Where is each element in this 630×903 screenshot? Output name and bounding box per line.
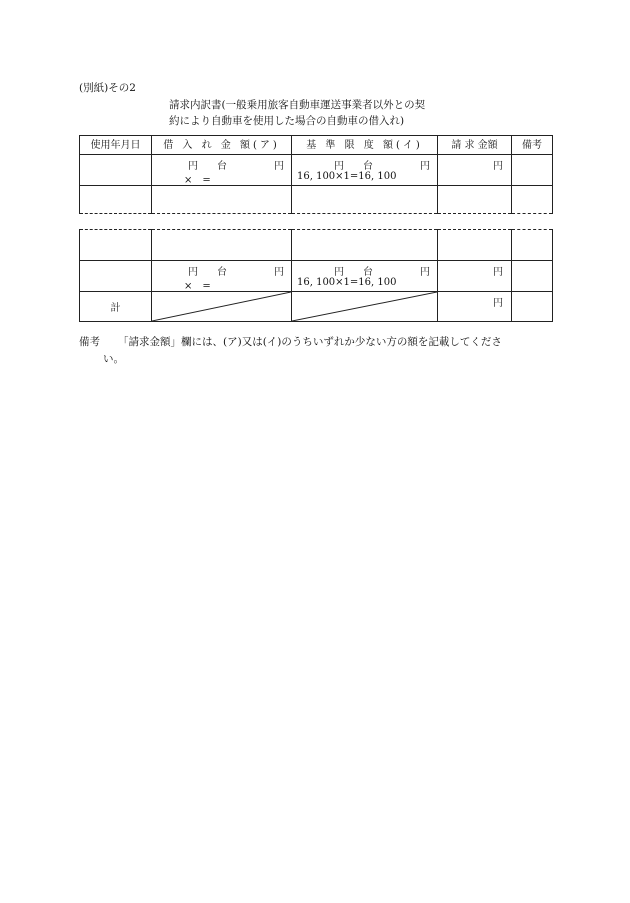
annex-label: (別紙)その2 [79, 82, 136, 94]
total-label: 計 [80, 292, 152, 322]
standard-formula: 16, 100×1=16, 100 [297, 171, 397, 182]
yen-unit: 円 [420, 267, 430, 278]
vehicle-unit: 台 [217, 267, 227, 278]
total-remarks-cell[interactable] [512, 292, 553, 322]
rental-amount-cell[interactable] [152, 186, 292, 214]
usage-date-cell[interactable] [80, 230, 152, 261]
standard-limit-cell [292, 155, 438, 186]
header-remarks: 備考 [512, 136, 553, 155]
remarks-cell[interactable] [512, 230, 553, 261]
usage-date-cell[interactable] [80, 261, 152, 292]
vehicle-unit: 台 [217, 161, 227, 172]
total-claim-amount-cell[interactable] [438, 292, 512, 322]
breakdown-table-bottom [79, 229, 553, 322]
note-text-continued: い。 [103, 353, 124, 365]
total-rental-amount-cell [152, 292, 292, 322]
usage-date-cell[interactable] [80, 155, 152, 186]
yen-unit: 円 [188, 267, 198, 278]
header-standard-limit: 基 準 限 度 額(イ) [292, 136, 438, 155]
claim-amount-cell[interactable] [438, 230, 512, 261]
yen-unit: 円 [188, 161, 198, 172]
formula-operators: × = [184, 281, 211, 292]
remarks-cell[interactable] [512, 155, 553, 186]
rental-amount-cell[interactable] [152, 155, 292, 186]
usage-date-cell[interactable] [80, 186, 152, 214]
breakdown-table-top [79, 135, 553, 214]
header-claim-amount: 請 求 金額 [438, 136, 512, 155]
diagonal-strike [152, 292, 291, 321]
header-row [80, 136, 553, 155]
yen-unit: 円 [274, 161, 284, 172]
standard-formula: 16, 100×1=16, 100 [297, 277, 397, 288]
diagonal-strike [292, 292, 437, 321]
vehicle-unit: 台 [363, 267, 373, 278]
yen-unit: 円 [493, 161, 503, 172]
table-row [80, 186, 553, 214]
table-row [80, 261, 553, 292]
vehicle-unit: 台 [363, 161, 373, 172]
header-usage-date: 使用年月日 [80, 136, 152, 155]
yen-unit: 円 [493, 298, 503, 309]
table-row [80, 230, 553, 261]
remarks-cell[interactable] [512, 261, 553, 292]
rental-amount-cell[interactable] [152, 261, 292, 292]
yen-unit: 円 [274, 267, 284, 278]
standard-limit-cell [292, 230, 438, 261]
document-title-line1: 請求内訳書(一般乗用旅客自動車運送事業者以外との契 [169, 99, 426, 111]
yen-unit: 円 [420, 161, 430, 172]
note-label: 備考 [79, 336, 100, 348]
yen-unit: 円 [493, 267, 503, 278]
total-standard-limit-cell [292, 292, 438, 322]
total-row [80, 292, 553, 322]
claim-amount-cell[interactable] [438, 261, 512, 292]
formula-operators: × = [184, 175, 211, 186]
standard-limit-cell [292, 261, 438, 292]
document-title-line2: 約により自動車を使用した場合の自動車の借入れ) [169, 115, 405, 127]
yen-unit: 円 [334, 267, 344, 278]
standard-limit-cell [292, 186, 438, 214]
claim-amount-cell[interactable] [438, 155, 512, 186]
remarks-cell[interactable] [512, 186, 553, 214]
claim-amount-cell[interactable] [438, 186, 512, 214]
note-text: 「請求金額」欄には、(ア)又は(イ)のうちいずれか少ない方の額を記載してくださ [118, 336, 502, 348]
yen-unit: 円 [334, 161, 344, 172]
rental-amount-cell[interactable] [152, 230, 292, 261]
header-rental-amount: 借 入 れ 金 額(ア) [152, 136, 292, 155]
table-row [80, 155, 553, 186]
